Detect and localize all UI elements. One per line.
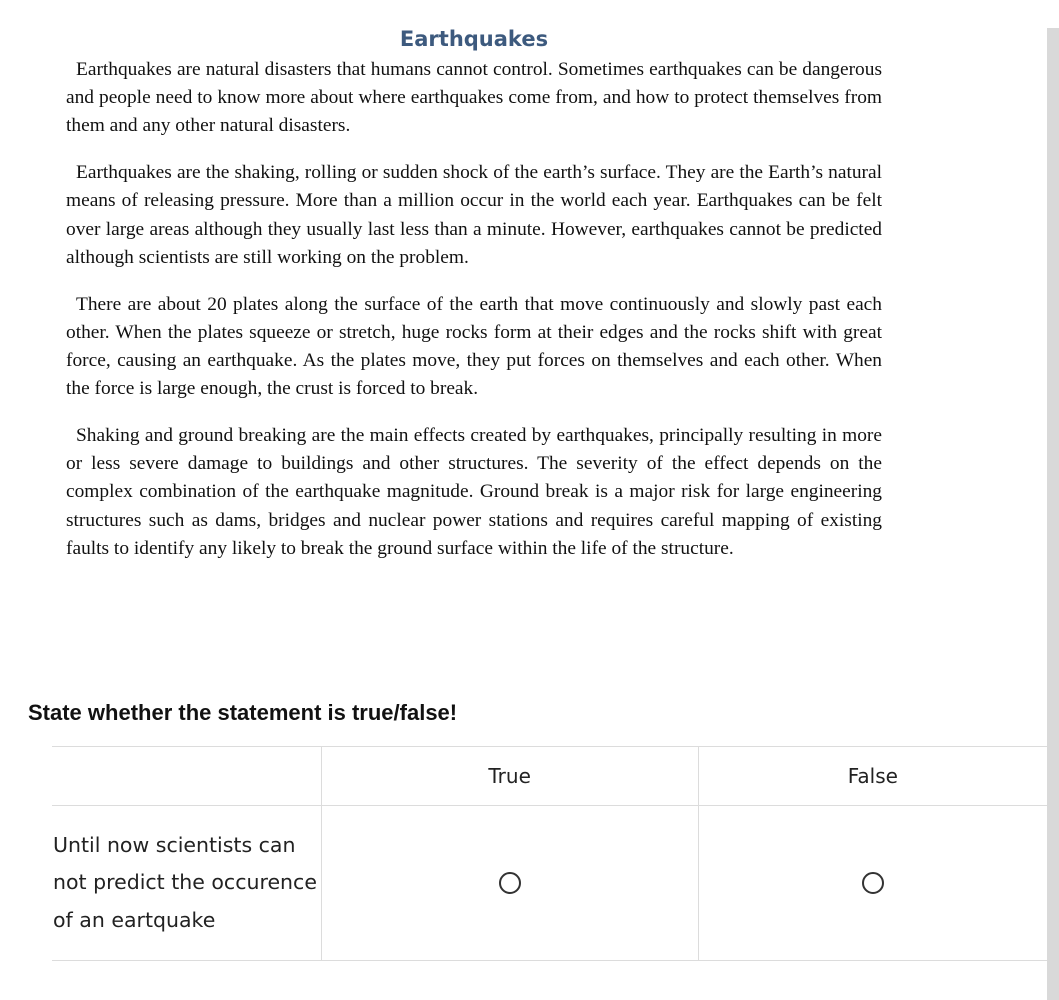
true-cell bbox=[321, 806, 698, 961]
question-prompt: State whether the statement is true/false! bbox=[28, 700, 458, 725]
statement-text: Until now scientists can not predict the occurence of an eartquake bbox=[53, 832, 317, 932]
article-title: Earthquakes bbox=[399, 27, 549, 51]
article-paragraph-1: Earthquakes are natural disasters that humans cannot control. Sometimes earthquakes can be dangerous and people need to know more about where earthquakes come from, and how to protect themselves from them and any other natural disasters. bbox=[66, 59, 882, 137]
true-radio-button[interactable] bbox=[499, 872, 521, 894]
statement-column-header bbox=[52, 747, 321, 806]
article bbox=[66, 22, 882, 582]
statement-cell bbox=[52, 806, 321, 961]
true-column-header: True bbox=[321, 747, 698, 806]
article-paragraph-2: Earthquakes are the shaking, rolling or sudden shock of the earth’s surface. They are the Earth’s natural means of releasing pressure. More than a million occur in the world each year. Earthquakes can be felt over large areas although they usually last less than a minute. However, earthquakes cannot be predicted although scientists are still working on the problem. bbox=[66, 162, 882, 268]
table-row bbox=[52, 806, 1047, 961]
false-cell bbox=[698, 806, 1047, 961]
article-paragraph-3: There are about 20 plates along the surface of the earth that move continuously and slowly past each other. When the plates squeeze or stretch, huge rocks form at their edges and the rocks shift with great force, causing an earthquake. As the plates move, they put forces on themselves and each other. When the force is large enough, the crust is forced to break. bbox=[66, 293, 882, 400]
table-header-row bbox=[52, 747, 1047, 806]
article-paragraph-4: Shaking and ground breaking are the main effects created by earthquakes, principally resulting in more or less severe damage to buildings and other structures. The severity of the effect depends on the complex combination of the earthquake magnitude. Ground break is a major risk for large engineering structures such as dams, bridges and nuclear power stations and requires careful mapping of existing faults to identify any likely to break the ground surface within the life of the structure. bbox=[66, 425, 882, 559]
false-column-header: False bbox=[698, 747, 1047, 806]
true-false-table bbox=[52, 746, 1047, 961]
vertical-scrollbar[interactable] bbox=[1047, 28, 1059, 1000]
false-radio-button[interactable] bbox=[862, 872, 884, 894]
